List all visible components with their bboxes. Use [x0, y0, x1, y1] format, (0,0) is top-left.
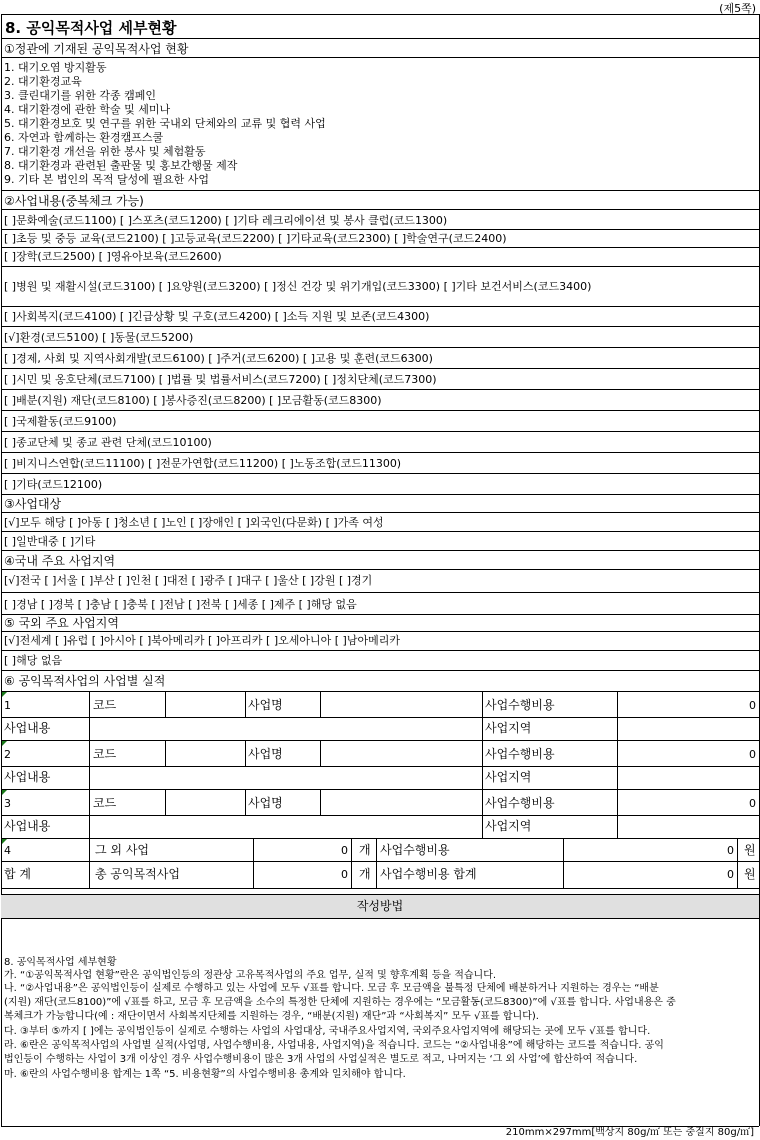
- divider: [1, 266, 759, 267]
- divider: [1, 631, 759, 632]
- cell-marker: [2, 692, 7, 697]
- s1-item: 5. 대기환경보호 및 연구를 위한 국내외 단체와의 교류 및 협력 사업: [4, 117, 326, 130]
- project-no: 1: [4, 699, 11, 712]
- col-divider: [165, 691, 166, 717]
- divider: [1, 473, 759, 474]
- method-header: 작성방법: [356, 899, 404, 913]
- other-cost[interactable]: 0: [727, 844, 734, 857]
- cost-label: 사업수행비용: [485, 698, 555, 712]
- s4-row[interactable]: [√]전국 [ ]서울 [ ]부산 [ ]인천 [ ]대전 [ ]광주 [ ]대구 [ ]울산 [ ]강원 [ ]경기: [4, 574, 373, 587]
- s2-row[interactable]: [ ]장학(코드2500) [ ]영유아보육(코드2600): [4, 250, 222, 263]
- other-count[interactable]: 0: [341, 844, 348, 857]
- divider: [1, 368, 759, 369]
- divider: [1, 389, 759, 390]
- s1-item: 6. 자연과 함께하는 환경캠프스쿨: [4, 131, 164, 144]
- col-divider: [482, 740, 483, 789]
- s5-row[interactable]: [ ]해당 없음: [4, 654, 63, 667]
- col-divider: [617, 740, 618, 789]
- col-divider: [617, 789, 618, 838]
- s2-row[interactable]: [ ]시민 및 옹호단체(코드7100) [ ]법률 및 법률서비스(코드7200) [ ]정치단체(코드7300): [4, 373, 437, 386]
- s1-item: 8. 대기환경과 관련된 출판물 및 홍보간행물 제작: [4, 159, 238, 172]
- name-label: 사업명: [248, 698, 283, 712]
- s2-row[interactable]: [ ]종교단체 및 종교 관련 단체(코드10100): [4, 436, 212, 449]
- content-label: 사업내용: [4, 770, 51, 784]
- paper-spec: 210mm×297mm[백상지 80g/㎡ 또는 중질지 80g/㎡]: [505, 1127, 754, 1138]
- s1-item: 7. 대기환경 개선을 위한 봉사 및 체험활동: [4, 145, 206, 158]
- total-cost[interactable]: 0: [727, 868, 734, 881]
- col-divider: [737, 838, 738, 888]
- divider: [1, 494, 759, 495]
- s1-item: 3. 클린대기를 위한 각종 캠페인: [4, 89, 156, 102]
- divider: [1, 306, 759, 307]
- col-divider: [245, 789, 246, 815]
- code-label: 코드: [93, 796, 117, 810]
- s4-row[interactable]: [ ]경남 [ ]경북 [ ]충남 [ ]충북 [ ]전남 [ ]전북 [ ]세종 [ ]제주 [ ]해당 없음: [4, 598, 357, 611]
- divider: [1, 247, 759, 248]
- s3-row[interactable]: [ ]일반대중 [ ]기타: [4, 535, 96, 548]
- divider: [1, 229, 759, 230]
- cost-label: 사업수행비용: [485, 747, 555, 761]
- cell-marker: [2, 741, 7, 746]
- s2-row[interactable]: [ ]기타(코드12100): [4, 478, 103, 491]
- method-line: 법인등이 수행하는 사업이 3개 이상인 경우 사업수행비용이 많은 3개 사업의 사업실적은 별도로 적고, 나머지는 ‘그 외 사업’에 합산하여 적습니다.: [4, 1054, 638, 1065]
- s3-heading: ③사업대상: [4, 497, 62, 511]
- content-label: 사업내용: [4, 819, 51, 833]
- method-line: 복체크가 가능합니다(예 : 재단이면서 사회복지단체를 지원하는 경우, “배분(지원) 재단”과 “사회복지” 모두 √표를 합니다).: [4, 1011, 539, 1022]
- other-count-unit: 개: [359, 843, 371, 857]
- total-sub-label: 총 공익목적사업: [95, 867, 180, 881]
- divider: [1, 766, 759, 767]
- s2-heading: ②사업내용(중복체크 가능): [4, 194, 144, 208]
- col-divider: [165, 740, 166, 766]
- divider: [1, 861, 759, 862]
- divider: [1, 650, 759, 651]
- s3-row[interactable]: [√]모두 해당 [ ]아동 [ ]청소년 [ ]노인 [ ]장애인 [ ]외국인(다문화) [ ]가족 여성: [4, 516, 384, 529]
- divider: [1, 569, 759, 570]
- divider: [1, 592, 759, 593]
- col-divider: [245, 740, 246, 766]
- method-line: (지원) 재단(코드8100)”에 √표를 하고, 모금 후 모금액을 소수의 특정한 단체에 지원하는 경우에는 “모금활동(코드8300)”에 √표를 합니다. 사업내용은 중: [4, 997, 676, 1008]
- total-count[interactable]: 0: [341, 868, 348, 881]
- divider: [1, 57, 759, 58]
- s2-row[interactable]: [√]환경(코드5100) [ ]동물(코드5200): [4, 331, 194, 344]
- col-divider: [617, 691, 618, 740]
- s2-row[interactable]: [ ]사회복지(코드4100) [ ]긴급상황 및 구호(코드4200) [ ]소득 지원 및 보존(코드4300): [4, 310, 430, 323]
- s1-item: 9. 기타 본 법인의 목적 달성에 필요한 사업: [4, 173, 209, 186]
- col-divider: [376, 838, 377, 888]
- col-divider: [482, 789, 483, 838]
- col-divider: [320, 740, 321, 766]
- code-label: 코드: [93, 698, 117, 712]
- content-label: 사업내용: [4, 721, 51, 735]
- divider: [1, 431, 759, 432]
- divider: [1, 209, 759, 210]
- cell-marker: [2, 790, 7, 795]
- s2-row[interactable]: [ ]국제활동(코드9100): [4, 415, 117, 428]
- divider: [1, 190, 759, 191]
- method-line: 가. “①공익목적사업 현황”란은 공익법인등의 정관상 고유목적사업의 주요 업무, 실적 및 향후계획 등을 적습니다.: [4, 970, 497, 981]
- col-divider: [165, 789, 166, 815]
- s2-row[interactable]: [ ]비지니스연합(코드11100) [ ]전문가연합(코드11200) [ ]노동조합(코드11300): [4, 457, 402, 470]
- total-label: 합 계: [4, 867, 31, 881]
- divider: [1, 452, 759, 453]
- method-line: 8. 공익목적사업 세부현황: [4, 957, 117, 968]
- divider: [1, 888, 759, 889]
- col-divider: [320, 691, 321, 717]
- project-no: 2: [4, 748, 11, 761]
- divider: [1, 38, 759, 39]
- divider: [1, 815, 759, 816]
- page-number: (제5쪽): [719, 2, 756, 15]
- col-divider: [89, 789, 90, 838]
- name-label: 사업명: [248, 747, 283, 761]
- cost-value[interactable]: 0: [749, 748, 756, 761]
- other-cost-unit: 원: [744, 843, 756, 857]
- col-divider: [482, 691, 483, 740]
- divider: [1, 717, 759, 718]
- other-no: 4: [4, 844, 11, 857]
- s2-row[interactable]: [ ]경제, 사회 및 지역사회개발(코드6100) [ ]주거(코드6200) [ ]고용 및 훈련(코드6300): [4, 352, 433, 365]
- divider: [1, 347, 759, 348]
- code-label: 코드: [93, 747, 117, 761]
- total-cost-label: 사업수행비용 합계: [380, 867, 477, 881]
- name-label: 사업명: [248, 796, 283, 810]
- divider: [1, 789, 759, 790]
- method-line: 다. ③부터 ⑤까지 [ ]에는 공익법인등이 실제로 수행하는 사업의 사업대상, 국내주요사업지역, 국외주요사업지역에 해당되는 곳에 모두 √표를 합니다.: [4, 1026, 651, 1037]
- frame-top: [1, 14, 759, 15]
- divider: [1, 614, 759, 615]
- s5-row[interactable]: [√]전세계 [ ]유럽 [ ]아시아 [ ]북아메리카 [ ]아프리카 [ ]오세아니아 [ ]남아메리카: [4, 634, 400, 647]
- s1-item: 4. 대기환경에 관한 학술 및 세미나: [4, 103, 171, 116]
- s2-row[interactable]: [ ]병원 및 재활시설(코드3100) [ ]요양원(코드3200) [ ]정신 건강 및 위기개입(코드3300) [ ]기타 보건서비스(코드3400): [4, 280, 592, 293]
- divider: [1, 410, 759, 411]
- cost-label: 사업수행비용: [485, 796, 555, 810]
- divider: [1, 670, 759, 671]
- col-divider: [89, 691, 90, 740]
- s5-heading: ⑤ 국외 주요 사업지역: [4, 616, 119, 630]
- col-divider: [351, 838, 352, 888]
- divider: [1, 531, 759, 532]
- divider: [1, 550, 759, 551]
- s1-item: 1. 대기오염 방지활동: [4, 61, 107, 74]
- region-label: 사업지역: [485, 721, 532, 735]
- s1-item: 2. 대기환경교육: [4, 75, 82, 88]
- s2-row[interactable]: [ ]배분(지원) 재단(코드8100) [ ]봉사증진(코드8200) [ ]모금활동(코드8300): [4, 394, 382, 407]
- divider: [1, 691, 759, 692]
- s1-heading: ①정관에 기재된 공익목적사업 현황: [4, 42, 189, 56]
- method-line: 마. ⑥란의 사업수행비용 합계는 1쪽 “5. 비용현황”의 사업수행비용 총계와 일치해야 합니다.: [4, 1069, 406, 1080]
- col-divider: [89, 838, 90, 888]
- divider: [1, 326, 759, 327]
- cost-value[interactable]: 0: [749, 699, 756, 712]
- total-cost-unit: 원: [744, 867, 756, 881]
- total-count-unit: 개: [359, 867, 371, 881]
- project-no: 3: [4, 797, 11, 810]
- divider: [1, 512, 759, 513]
- cost-value[interactable]: 0: [749, 797, 756, 810]
- region-label: 사업지역: [485, 819, 532, 833]
- col-divider: [320, 789, 321, 815]
- col-divider: [89, 740, 90, 789]
- method-line: 나. “②사업내용”은 공익법인등이 실제로 수행하고 있는 사업에 모두 √표를 합니다. 모금 후 모금액을 불특정 단체에 배분하거나 지원하는 경우는 “배분: [4, 983, 659, 994]
- page-title: 8. 공익목적사업 세부현황: [5, 19, 177, 37]
- col-divider: [563, 838, 564, 888]
- s2-row[interactable]: [ ]초등 및 중등 교육(코드2100) [ ]고등교육(코드2200) [ ]기타교육(코드2300) [ ]학술연구(코드2400): [4, 232, 507, 245]
- s4-heading: ④국내 주요 사업지역: [4, 554, 116, 568]
- other-label: 그 외 사업: [95, 843, 149, 857]
- divider: [1, 838, 759, 839]
- other-cost-label: 사업수행비용: [380, 843, 450, 857]
- s6-heading: ⑥ 공익목적사업의 사업별 실적: [4, 674, 166, 688]
- divider: [1, 740, 759, 741]
- col-divider: [245, 691, 246, 717]
- col-divider: [253, 838, 254, 888]
- s2-row[interactable]: [ ]문화예술(코드1100) [ ]스포츠(코드1200) [ ]기타 레크리에이션 및 봉사 클럽(코드1300): [4, 214, 448, 227]
- method-line: 라. ⑥란은 공익목적사업의 사업별 실적(사업명, 사업수행비용, 사업내용, 사업지역)을 적습니다. 코드는 “②사업내용”에 해당하는 코드를 적습니다. 공익: [4, 1040, 664, 1051]
- region-label: 사업지역: [485, 770, 532, 784]
- frame-left: [1, 14, 2, 1126]
